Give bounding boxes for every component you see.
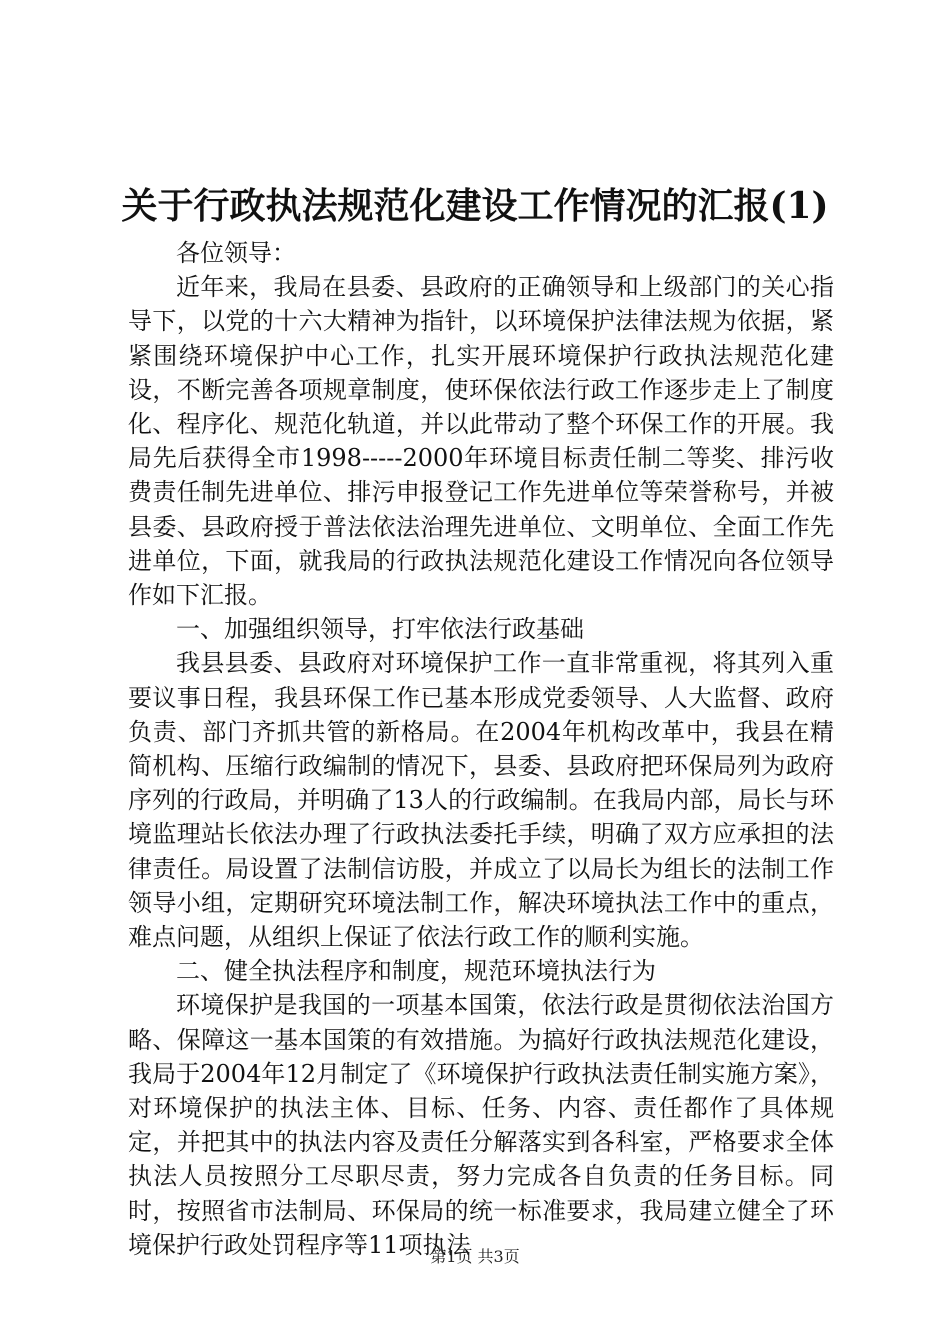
document-title: 关于行政执法规范化建设工作情况的汇报(1) [121, 185, 829, 227]
section-heading-2: 二、健全执法程序和制度，规范环境执法行为 [176, 957, 656, 986]
paragraph-section-2: 环境保护是我国的一项基本国策，依法行政是贯彻依法治国方略、保障这一基本国策的有效措施。为搞好行政执法规范化建设，我局于2004年12月制定了《环境保护行政执法责任制实施方案》，对环境保护的执法主体、目标、任务、内容、责任都作了具体规定，并把其中的执法内容及责任分解落实到各科室，严格要求全体执法人员按照分工尽职尽责，努力完成各自负责的任务目标。同时，按照省市法制局、环保局的统一标准要求，我局建立健全了环境保护行政处罚程序等11项执法 [128, 991, 834, 1259]
document-body [128, 236, 834, 1262]
paragraph-intro: 近年来，我局在县委、县政府的正确领导和上级部门的关心指导下，以党的十六大精神为指针，以环境保护法律法规为依据，紧紧围绕环境保护中心工作，扎实开展环境保护行政执法规范化建设，不断完善各项规章制度，使环保依法行政工作逐步走上了制度化、程序化、规范化轨道，并以此带动了整个环保工作的开展。我局先后获得全市1998-----2000年环境目标责任制二等奖、排污收费责任制先进单位、排污申报登记工作先进单位等荣誉称号，并被县委、县政府授于普法依法治理先进单位、文明单位、全面工作先进单位，下面，就我局的行政执法规范化建设工作情况向各位领导作如下汇报。 [128, 273, 834, 610]
salutation: 各位领导： [176, 239, 296, 267]
paragraph-section-1: 我县县委、县政府对环境保护工作一直非常重视，将其列入重要议事日程，我县环保工作已基本形成党委领导、人大监督、政府负责、部门齐抓共管的新格局。在2004年机构改革中，我县在精简机构、压缩行政编制的情况下，县委、县政府把环保局列为政府序列的行政局，并明确了13人的行政编制。在我局内部，局长与环境监理站长依法办理了行政执法委托手续，明确了双方应承担的法律责任。局设置了法制信访股，并成立了以局长为组长的法制工作领导小组，定期研究环境法制工作，解决环境执法工作中的重点，难点问题，从组织上保证了依法行政工作的顺利实施。 [128, 649, 834, 952]
section-heading-1: 一、加强组织领导，打牢依法行政基础 [176, 615, 584, 644]
page-footer: 第1页 共3页 [430, 1247, 520, 1266]
